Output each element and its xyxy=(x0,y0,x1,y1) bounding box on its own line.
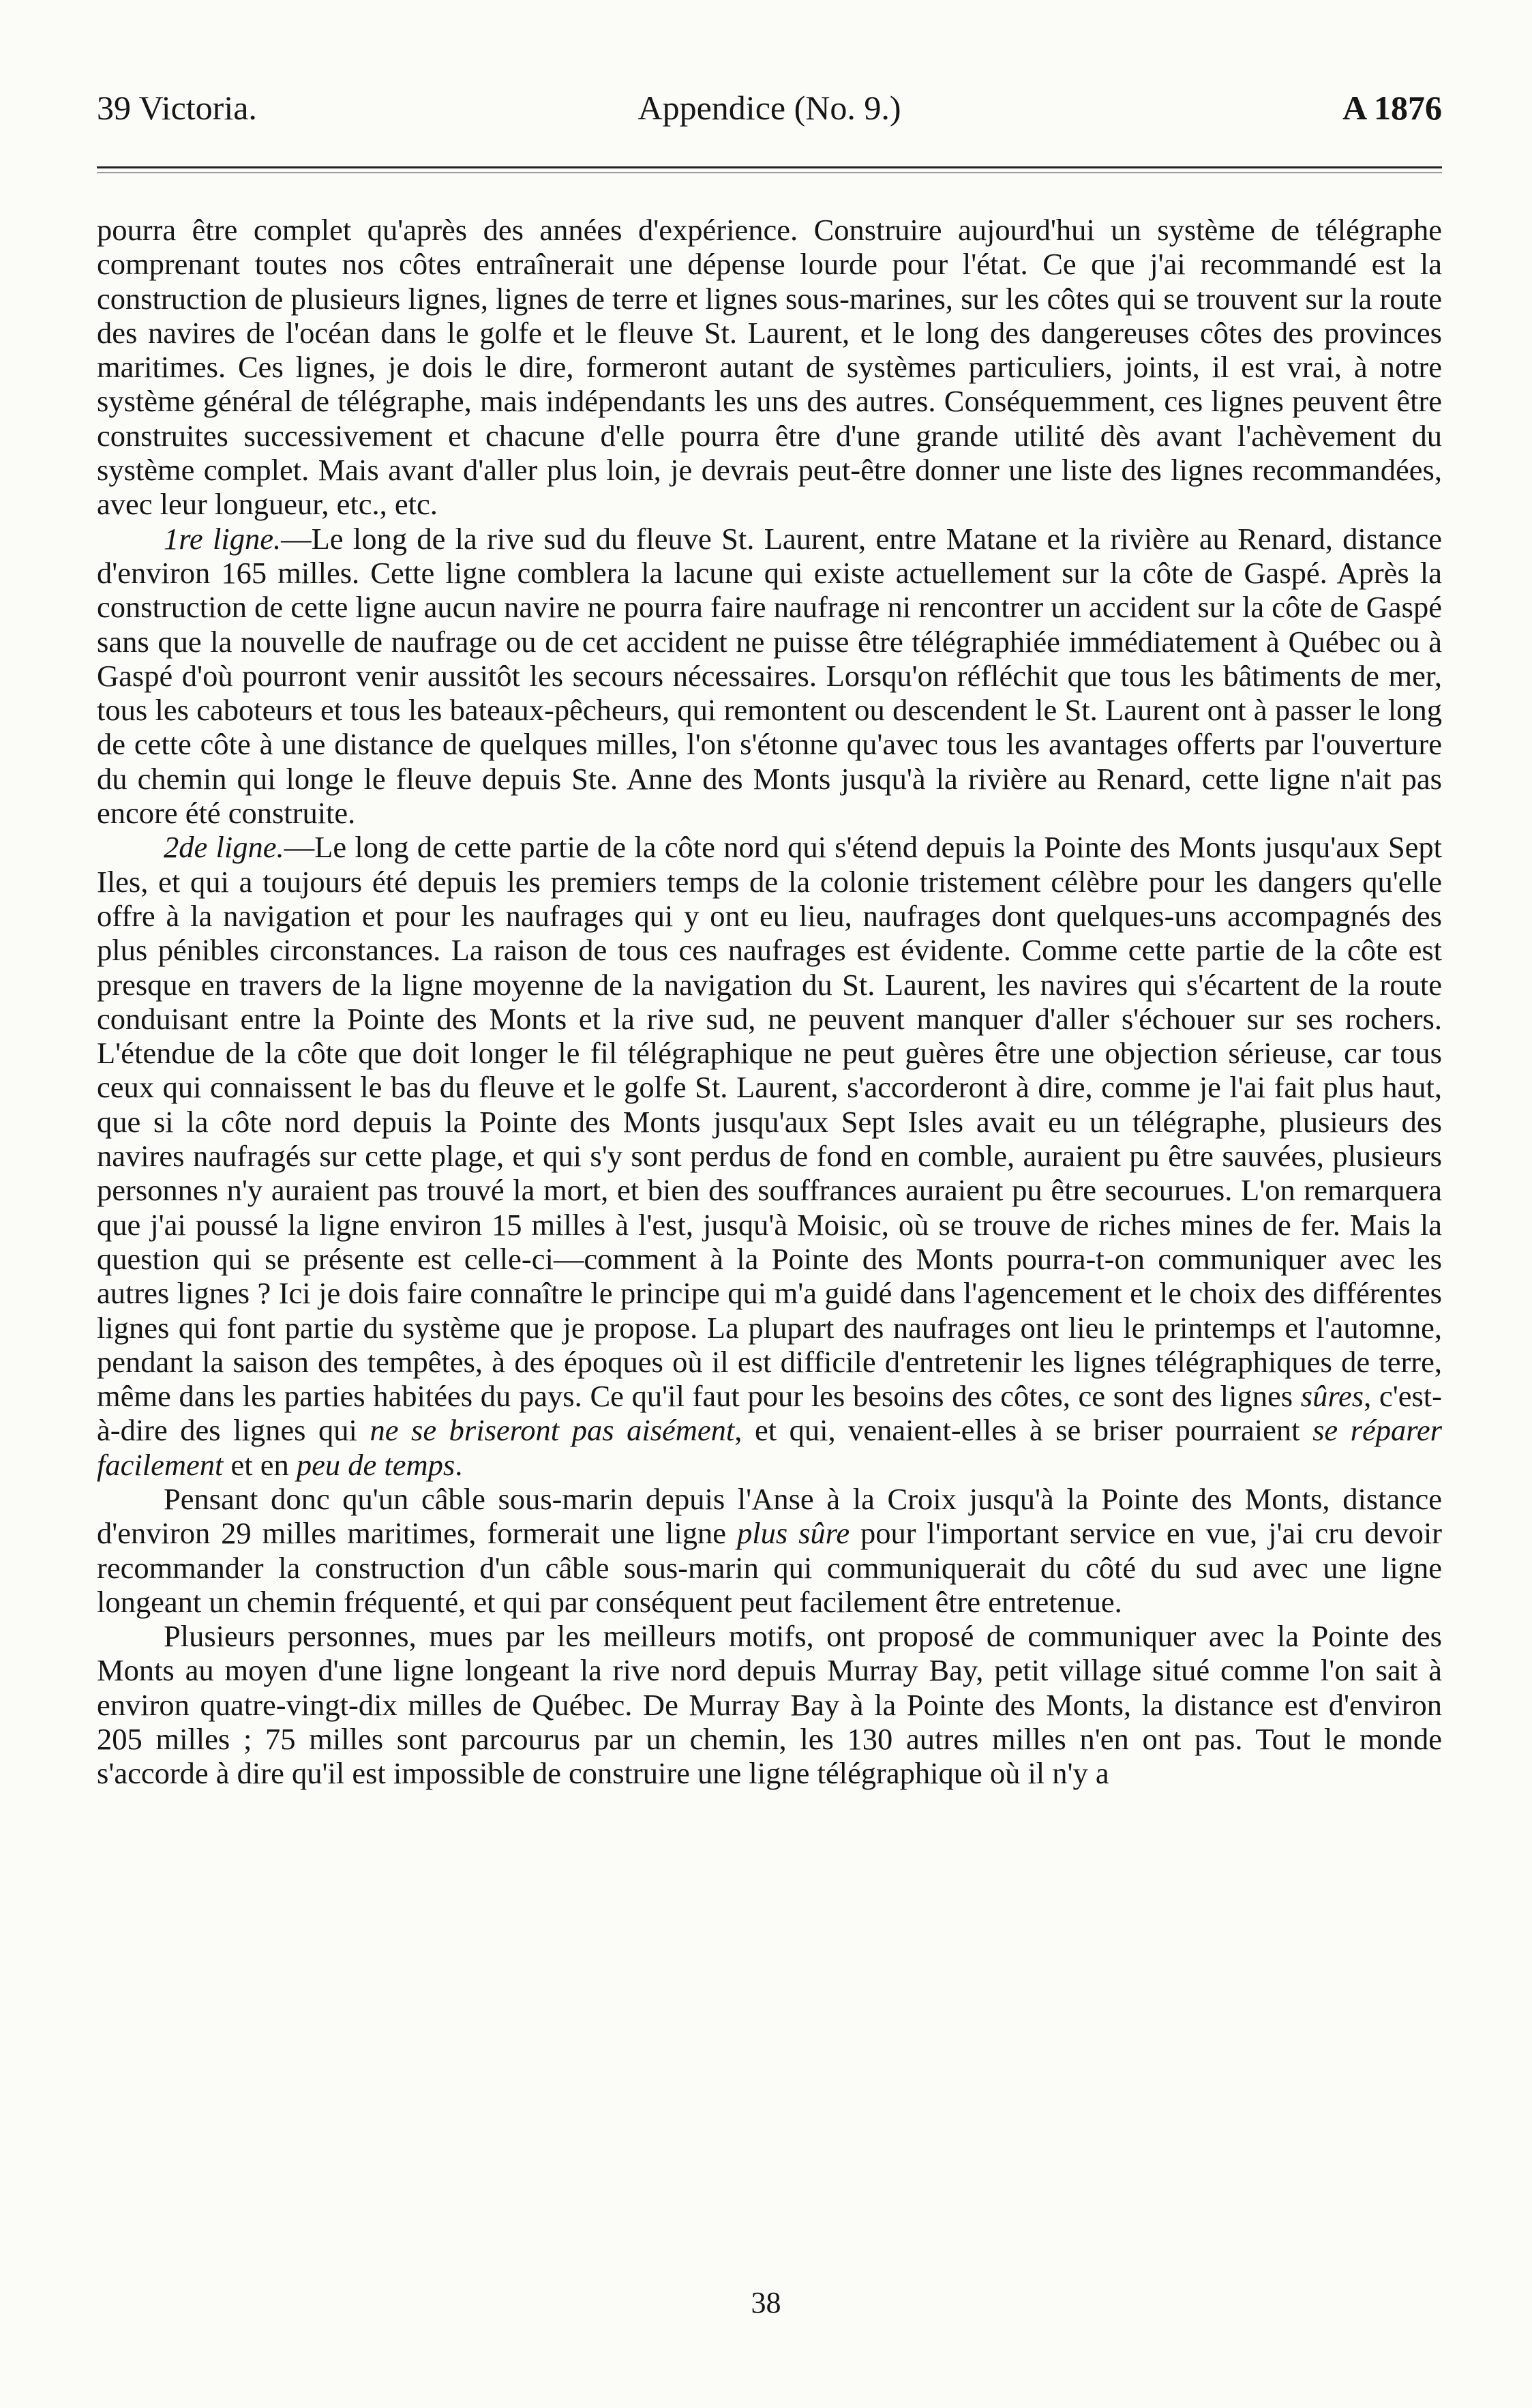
ligne-2-text-d: et en xyxy=(223,1447,297,1482)
emphasis-peu-de-temps: peu de temps xyxy=(296,1447,455,1482)
paragraph-cable xyxy=(97,1482,1442,1619)
header-appendix: Appendice (No. 9.) xyxy=(637,89,901,127)
ligne-2-text-c: , et qui, venaient-elles à se briser pourraient xyxy=(734,1413,1313,1448)
running-header xyxy=(97,87,1442,128)
paragraph-murray-bay: Plusieurs personnes, mues par les meilleurs motifs, ont proposé de communiquer avec la Pointe des Monts au moyen d'une ligne longeant la rive nord depuis Murray Bay, petit village situé comme l'on sait à environ quatre-vingt-dix milles de Québec. De Murray Bay à la Pointe des Monts, la distance est d'environ 205 milles ; 75 milles sont parcourus par un chemin, les 130 autres milles n'en ont pas. Tout le monde s'accorde à dire qu'il est impossible de construire une ligne télégraphique où il n'y a xyxy=(97,1619,1442,1791)
paragraph-ligne-2 xyxy=(97,830,1442,1482)
cable-text-b: pour l'important service en vue, j'ai cru devoir recommander la construction d'un câble sous-marin qui communiquerait du côté du sud avec une ligne longeant un chemin fréquenté, et qui par conséquent peut facilement être entretenue. xyxy=(97,1516,1442,1619)
ligne-2-text-e: . xyxy=(455,1447,463,1482)
body-text xyxy=(97,213,1442,1791)
header-year: A 1876 xyxy=(1342,89,1442,127)
paragraph-1: pourra être complet qu'après des années d'expérience. Construire aujourd'hui un système de télégraphe comprenant toutes nos côtes entraînerait une dépense lourde pour l'état. Ce que j'ai recommandé est la construction de plusieurs lignes, lignes de terre et lignes sous-marines, sur les côtes qui se trouvent sur la route des navires de l'océan dans le golfe et le fleuve St. Laurent, et le long des dangereuses côtes des provinces maritimes. Ces lignes, je dois le dire, formeront autant de systèmes particuliers, joints, il est vrai, à notre système général de télégraphe, mais indépendants les uns des autres. Conséquemment, ces lignes peuvent être construites successivement et chacune d'elle pourra être d'une grande utilité dès avant l'achèvement du système complet. Mais avant d'aller plus loin, je devrais peut-être donner une liste des lignes recommandées, avec leur longueur, etc., etc. xyxy=(97,213,1442,522)
cable-text-a: Pensant donc qu'un câble sous-marin depuis l'Anse à la Croix jusqu'à la Pointe des Monts, distance d'environ 29 milles maritimes, formerait une ligne xyxy=(97,1481,1442,1551)
emphasis-ne-se-briseront: ne se briseront pas aisément xyxy=(370,1413,735,1448)
ligne-1-label: 1re ligne. xyxy=(164,521,282,556)
header-volume: 39 Victoria. xyxy=(97,89,257,127)
page-number: 38 xyxy=(751,2286,781,2319)
ligne-2-text-b: , c'est-à-dire des lignes qui xyxy=(97,1379,1442,1448)
ligne-1-text: —Le long de la rive sud du fleuve St. Laurent, entre Matane et la rivière au Renard, distance d'environ 165 milles. Cette ligne comblera la lacune qui existe actuellement sur la côte de Gaspé. Après la construction de cette ligne aucun navire ne pourra faire naufrage ni rencontrer un accident sur la côte de Gaspé sans que la nouvelle de naufrage ou de cet accident ne puisse être télégraphiée immédiatement à Québec ou à Gaspé d'où pourront venir aussitôt les secours nécessaires. Lorsqu'on réfléchit que tous les bâtiments de mer, tous les caboteurs et tous les bateaux-pêcheurs, qui remontent ou descendent le St. Laurent ont à passer le long de cette côte à une distance de quelques milles, l'on s'étonne qu'avec tous les avantages offerts par l'ouverture du chemin qui longe le fleuve depuis Ste. Anne des Monts jusqu'à la rivière au Renard, cette ligne n'ait pas encore été construite. xyxy=(97,521,1442,831)
ligne-2-label: 2de ligne. xyxy=(164,830,284,865)
ligne-2-text-a: —Le long de cette partie de la côte nord qui s'étend depuis la Pointe des Monts jusqu'aux Sept Iles, et qui a toujours été depuis les premiers temps de la colonie tristement célèbre pour les dangers qu'elle offre à la navigation et pour les naufrages qui y ont eu lieu, naufrages dont quelques-uns accompagnés des plus pénibles circonstances. La raison de tous ces naufrages est évidente. Comme cette partie de la côte est presque en travers de la ligne moyenne de la navigation du St. Laurent, les navires qui s'écartent de la route conduisant entre la Pointe des Monts et la rive sud, ne peuvent manquer d'aller s'échouer sur ses rochers. L'étendue de la côte que doit longer le fil télégraphique ne peut guères être une objection sérieuse, car tous ceux qui connaissent le bas du fleuve et le golfe St. Laurent, s'accorderont à dire, comme je l'ai fait plus haut, que si la côte nord depuis la Pointe des Monts jusqu'aux Sept Isles avait eu un télégraphe, plusieurs des navires naufragés sur cette plage, et qui s'y sont perdus de fond en comble, auraient pu être sauvées, plusieurs personnes n'y auraient pas trouvé la mort, et bien des souffrances auraient pu être secourues. L'on remarquera que j'ai poussé la ligne environ 15 milles à l'est, jusqu'à Moisic, où se trouve de riches mines de fer. Mais la question qui se présente est celle-ci—comment à la Pointe des Monts pourra-t-on communiquer avec les autres lignes ? Ici je dois faire connaître le principe qui m'a guidé dans l'agencement et le choix des différentes lignes qui font partie du système que je propose. La plupart des naufrages ont lieu le printemps et l'automne, pendant la saison des tempêtes, à des époques où il est difficile d'entretenir les lignes télégraphiques de terre, même dans les parties habitées du pays. Ce qu'il faut pour les besoins des côtes, ce sont des lignes xyxy=(97,830,1442,1414)
header-rule xyxy=(97,166,1442,173)
paragraph-ligne-1 xyxy=(97,522,1442,831)
emphasis-plus-sure: plus sûre xyxy=(736,1516,850,1551)
emphasis-sures: sûres xyxy=(1300,1379,1364,1414)
emphasis-se-reparer: se réparer facilement xyxy=(97,1413,1442,1482)
